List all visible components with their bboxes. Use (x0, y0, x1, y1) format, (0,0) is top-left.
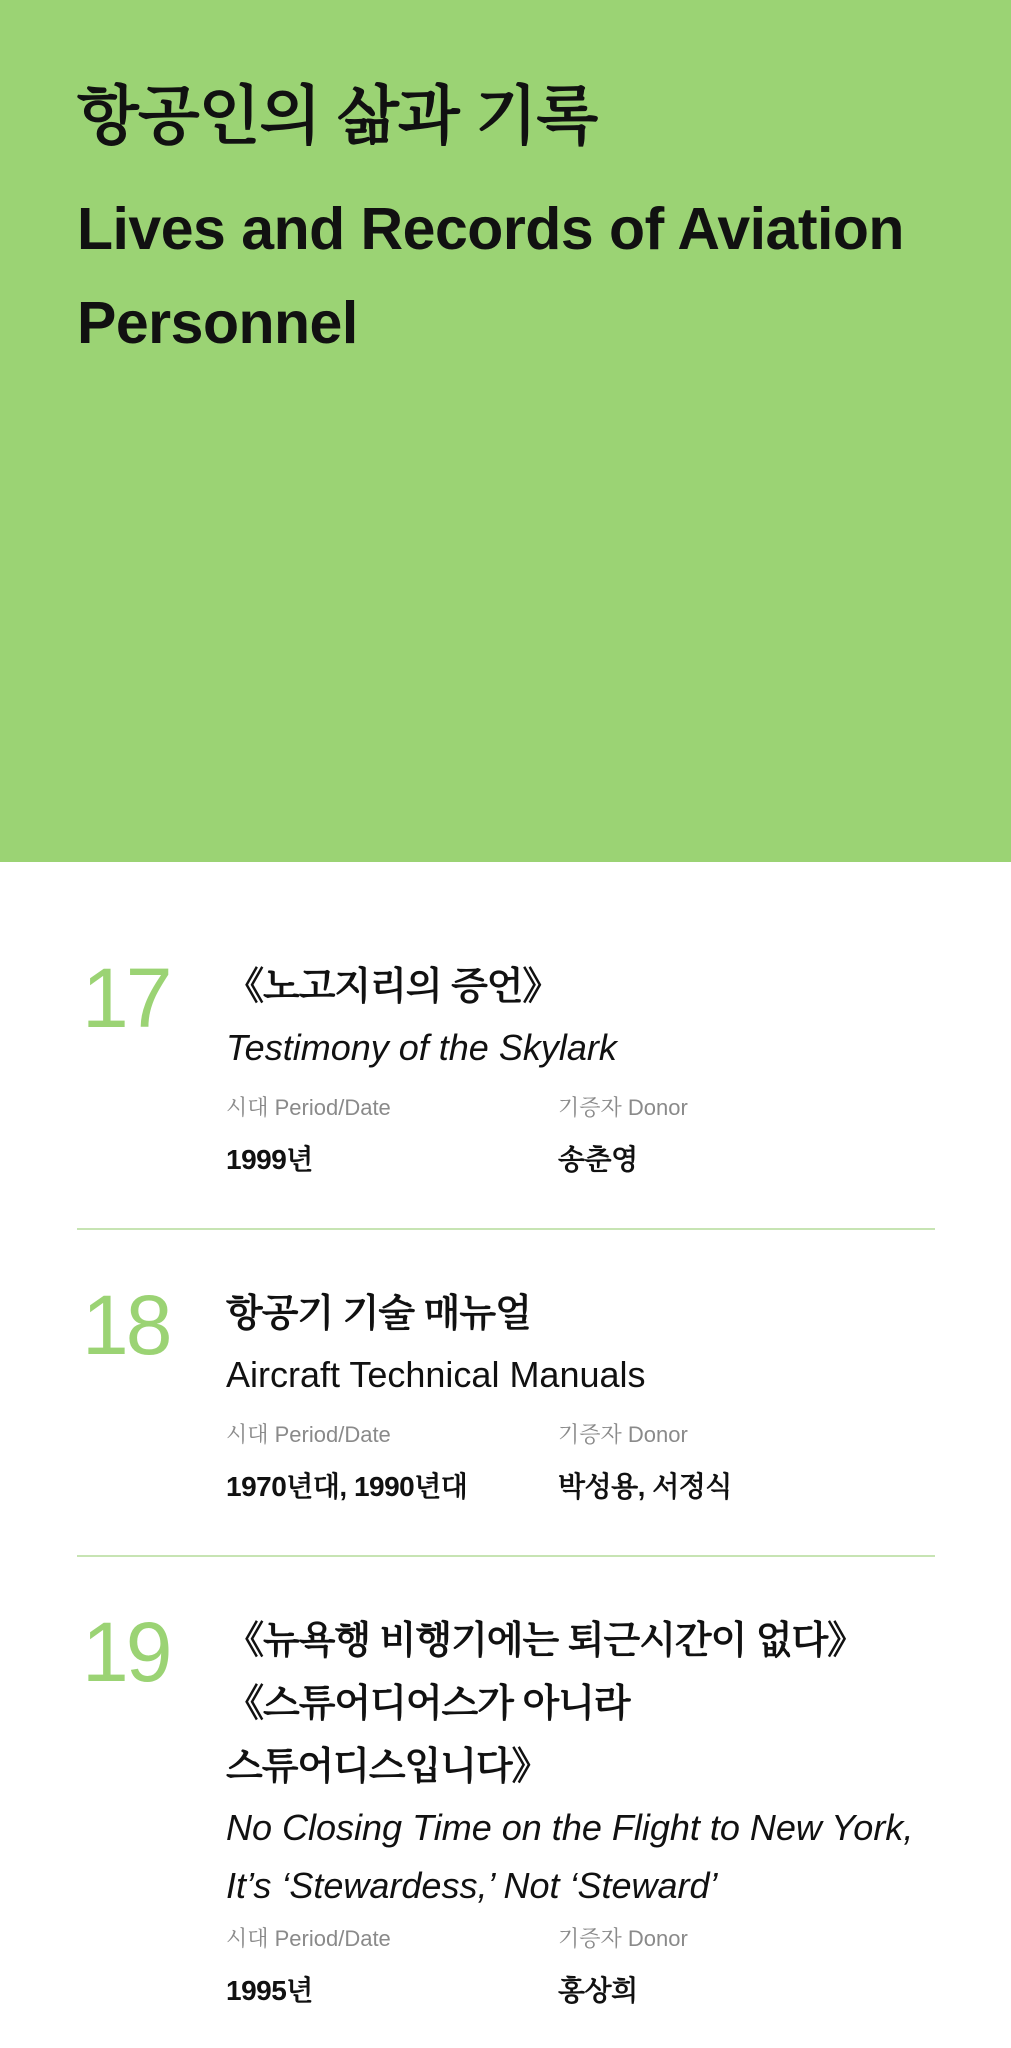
period-value: 1999년 (226, 1144, 313, 1175)
item-number: 19 (82, 1605, 170, 1699)
period-field (226, 1421, 467, 1505)
item-meta (226, 1094, 935, 1190)
hero-banner (0, 0, 1011, 862)
donor-label: 기증자 Donor (558, 1422, 688, 1447)
item-title-english: No Closing Time on the Flight to New York, It’s ‘Stewardess,’ Not ‘Steward’ (226, 1807, 914, 1906)
donor-label: 기증자 Donor (558, 1095, 688, 1120)
item-body (226, 1283, 935, 1517)
page-title-korean: 항공인의 삶과 기록 (77, 80, 598, 152)
period-value: 1995년 (226, 1975, 313, 2006)
collection-item-17 (77, 951, 935, 1186)
item-title-korean: 《노고지리의 증언》 (226, 966, 560, 1008)
period-label: 시대 Period/Date (226, 1422, 391, 1447)
collection-item-18 (77, 1278, 935, 1513)
period-field (226, 1925, 391, 2009)
donor-field (558, 1925, 688, 2009)
donor-field (558, 1094, 688, 1178)
donor-value: 송춘영 (558, 1144, 638, 1175)
item-title-korean-line-3: 스튜어디스입니다》 (226, 1746, 549, 1788)
period-label: 시대 Period/Date (226, 1926, 391, 1951)
item-title-korean-line-2: 《스튜어디어스가 아니라 (226, 1683, 630, 1725)
donor-field (558, 1421, 732, 1505)
item-number: 18 (82, 1278, 170, 1372)
collection-item-19 (77, 1605, 935, 2030)
divider (77, 1228, 935, 1230)
item-body (226, 956, 935, 1190)
item-meta (226, 1421, 935, 1517)
item-number: 17 (82, 951, 170, 1045)
item-title-english: Testimony of the Skylark (226, 1027, 617, 1068)
period-value: 1970년대, 1990년대 (226, 1471, 468, 1502)
donor-value: 박성용, 서정식 (558, 1471, 732, 1502)
item-title-english: Aircraft Technical Manuals (226, 1354, 646, 1395)
donor-value: 홍상희 (558, 1975, 638, 2006)
item-body (226, 1610, 935, 2021)
item-meta (226, 1925, 935, 2021)
item-title-korean: 항공기 기술 매뉴얼 (226, 1293, 531, 1335)
period-field (226, 1094, 391, 1178)
item-title-korean-line-1: 《뉴욕행 비행기에는 퇴근시간이 없다》 (226, 1620, 865, 1662)
donor-label: 기증자 Donor (558, 1926, 688, 1951)
page-title-english: Lives and Records of Aviation Personnel (77, 196, 904, 356)
divider (77, 1555, 935, 1557)
period-label: 시대 Period/Date (226, 1095, 391, 1120)
